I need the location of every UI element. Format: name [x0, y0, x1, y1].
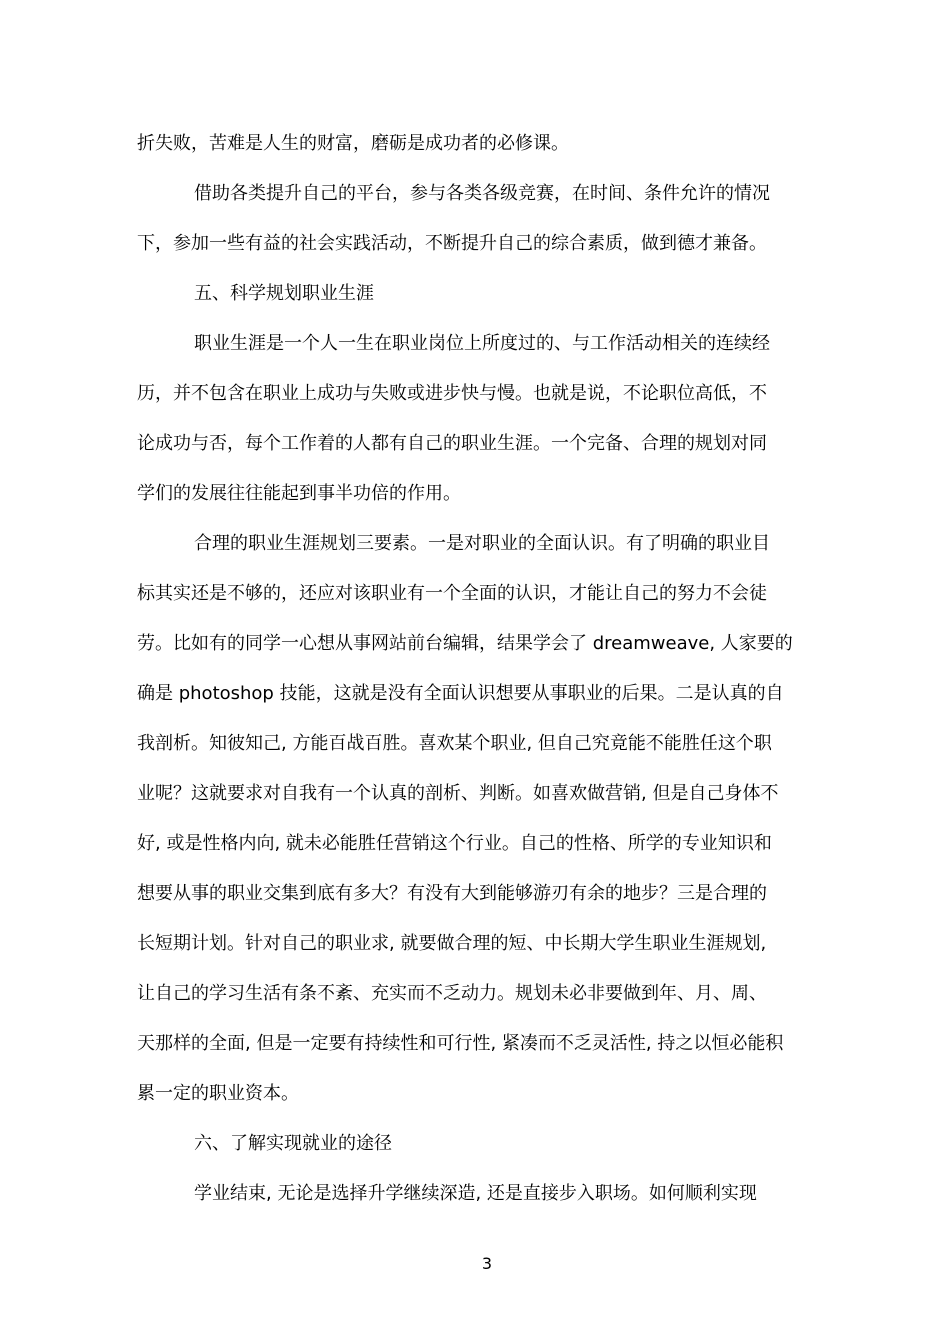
paragraph-first-line: 借助各类提升自己的平台，参与各类各级竞赛，在时间、条件允许的情况	[194, 183, 770, 204]
paragraph-first-line: 职业生涯是一个人一生在职业岗位上所度过的、与工作活动相关的连续经	[194, 333, 770, 354]
body-text-line: 确是 photoshop 技能，这就是没有全面认识想要从事职业的后果。二是认真的自	[137, 683, 784, 704]
body-text-line: 折失败，苦难是人生的财富，磨砺是成功者的必修课。	[137, 133, 569, 154]
body-text-line: 让自己的学习生活有条不紊、充实而不乏动力。规划未必非要做到年、月、周、	[137, 983, 767, 1004]
body-text-line: 长短期计划。针对自己的职业求, 就要做合理的短、中长期大学生职业生涯规划,	[137, 933, 767, 954]
body-text-line: 论成功与否，每个工作着的人都有自己的职业生涯。一个完备、合理的规划对同	[137, 433, 767, 454]
body-text-line: 劳。比如有的同学一心想从事网站前台编辑，结果学会了 dreamweave, 人家要的	[137, 633, 793, 654]
paragraph-first-line: 学业结束, 无论是选择升学继续深造, 还是直接步入职场。如何顺利实现	[194, 1183, 757, 1204]
body-text-line: 想要从事的职业交集到底有多大？有没有大到能够游刃有余的地步？三是合理的	[137, 883, 767, 904]
page-number: 3	[481, 1254, 493, 1273]
body-text-line: 历，并不包含在职业上成功与失败或进步快与慢。也就是说，不论职位高低，不	[137, 383, 767, 404]
paragraph-first-line: 合理的职业生涯规划三要素。一是对职业的全面认识。有了明确的职业目	[194, 533, 770, 554]
body-text-line: 学们的发展往往能起到事半功倍的作用。	[137, 483, 461, 504]
section-heading: 六、了解实现就业的途径	[194, 1133, 392, 1154]
body-text-line: 累一定的职业资本。	[137, 1083, 299, 1104]
section-heading: 五、科学规划职业生涯	[194, 283, 374, 304]
body-text-line: 业呢？这就要求对自我有一个认真的剖析、判断。如喜欢做营销, 但是自己身体不	[137, 783, 779, 804]
body-text-line: 我剖析。知彼知己, 方能百战百胜。喜欢某个职业, 但自己究竟能不能胜任这个职	[137, 733, 772, 754]
body-text-line: 天那样的全面, 但是一定要有持续性和可行性, 紧凑而不乏灵活性, 持之以恒必能积	[137, 1033, 784, 1054]
body-text-line: 好, 或是性格内向, 就未必能胜任营销这个行业。自己的性格、所学的专业知识和	[137, 833, 772, 854]
body-text-line: 下，参加一些有益的社会实践活动，不断提升自己的综合素质，做到德才兼备。	[137, 233, 767, 254]
body-text-line: 标其实还是不够的，还应对该职业有一个全面的认识，才能让自己的努力不会徒	[137, 583, 767, 604]
